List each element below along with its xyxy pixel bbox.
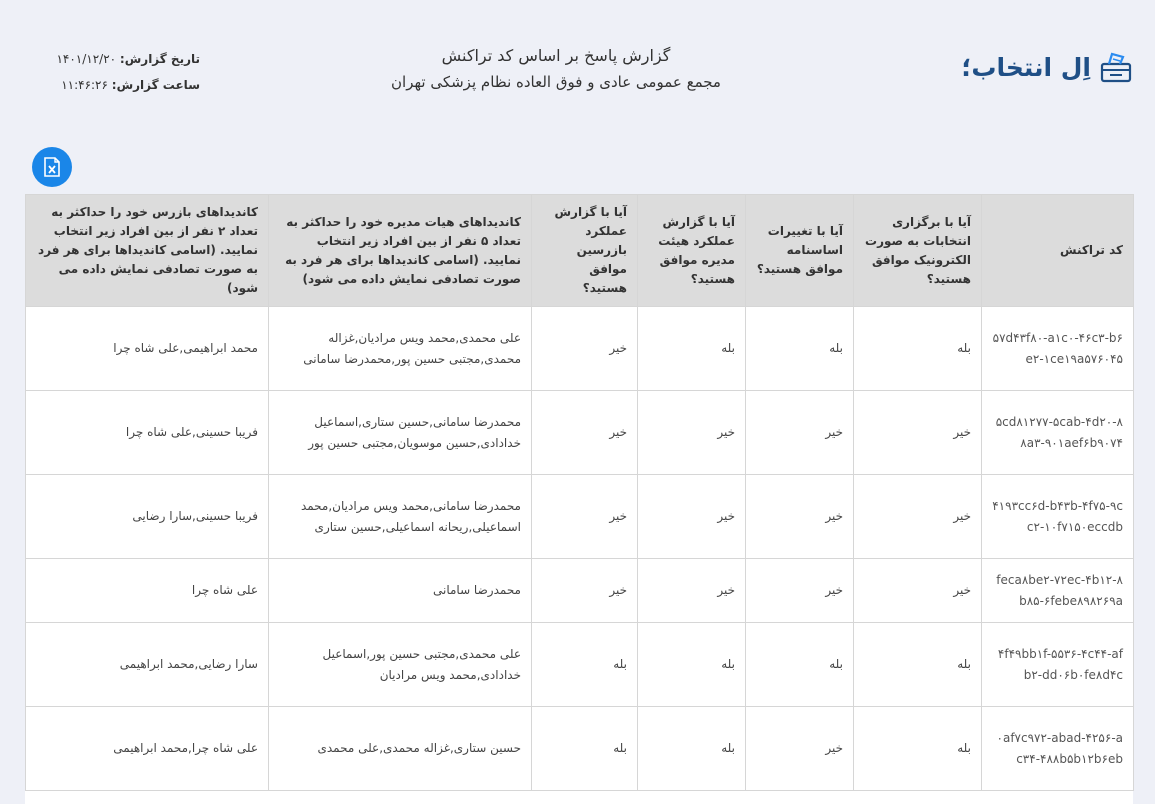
cell-q4: خیر (532, 559, 638, 623)
col-header-q2: آیا با تغییرات اساسنامه موافق هستید؟ (746, 195, 854, 307)
ballot-box-icon (1099, 50, 1133, 84)
cell-q3: خیر (638, 391, 746, 475)
report-table (25, 194, 1134, 791)
cell-q1: خیر (854, 559, 982, 623)
report-date-value: ۱۴۰۱/۱۲/۲۰ (56, 52, 117, 66)
cell-q1: بله (854, 707, 982, 791)
cell-q4: خیر (532, 307, 638, 391)
cell-q1: خیر (854, 475, 982, 559)
report-time (60, 76, 200, 102)
cell-transaction-code: ۵cd۸۱۲۷۷-۵cab-۴d۲۰-۸۸a۳-۹۰۱aef۶b۹۰۷۴ (982, 391, 1134, 475)
cell-q3: خیر (638, 559, 746, 623)
cell-board-candidates: محمدرضا سامانی,محمد ویس مرادیان,محمد اسماعیلی,ریحانه اسماعیلی,حسین ستاری (269, 475, 532, 559)
cell-transaction-code: ۵۷d۴۳f۸۰-a۱c۰-۴۶c۳-b۶e۲-۱ce۱۹a۵۷۶۰۴۵ (982, 307, 1134, 391)
cell-q2: خیر (746, 391, 854, 475)
report-date (56, 50, 200, 76)
report-date-label: تاریخ گزارش: (119, 52, 200, 66)
col-header-code: کد تراکنش (982, 195, 1134, 307)
report-time-value: ۱۱:۴۶:۲۶ (61, 78, 108, 92)
cell-board-candidates: محمدرضا سامانی (269, 559, 532, 623)
col-header-inspectors: کاندیداهای بازرس خود را حداکثر به تعداد ۲ نفر از بین افراد زیر انتخاب نمایید. (اسامی کاندیداها برای هر فرد به صورت تصادفی نمایش داده می شود) (26, 195, 269, 307)
table-header-row (26, 195, 1134, 307)
table-row (26, 707, 1134, 791)
cell-inspector-candidates: محمد ابراهیمی,علی شاه چرا (26, 307, 269, 391)
cell-inspector-candidates: سارا رضایی,محمد ابراهیمی (26, 623, 269, 707)
cell-q4: بله (532, 707, 638, 791)
table-row (26, 475, 1134, 559)
cell-transaction-code: feca۸be۲-۷۲ec-۴b۱۲-۸b۸۵-۶febe۸۹۸۲۶۹a (982, 559, 1134, 623)
cell-board-candidates: محمدرضا سامانی,حسین ستاری,اسماعیل خدادادی,حسین موسویان,مجتبی حسین پور (269, 391, 532, 475)
cell-board-candidates: علی محمدی,محمد ویس مرادیان,غزاله محمدی,مجتبی حسین پور,محمدرضا سامانی (269, 307, 532, 391)
cell-q4: بله (532, 623, 638, 707)
cell-q2: بله (746, 623, 854, 707)
col-header-board: کاندیداهای هیات مدیره خود را حداکثر به تعداد ۵ نفر از بین افراد زیر انتخاب نمایید. (اسامی کاندیداها برای هر فرد به صورت تصادفی نمایش داده می شود) (269, 195, 532, 307)
table-row (26, 391, 1134, 475)
cell-transaction-code: ۴۱۹۳cc۶d-b۴۳b-۴f۷۵-۹cc۲-۱۰f۷۱۵۰eccdb (982, 475, 1134, 559)
cell-inspector-candidates: فریبا حسینی,علی شاه چرا (26, 391, 269, 475)
report-table-container (25, 194, 1133, 804)
logo-text: اِل انتخاب؛ (961, 52, 1091, 82)
cell-inspector-candidates: علی شاه چرا (26, 559, 269, 623)
report-title-block (300, 46, 812, 91)
cell-board-candidates: حسین ستاری,غزاله محمدی,علی محمدی (269, 707, 532, 791)
cell-q4: خیر (532, 391, 638, 475)
cell-board-candidates: علی محمدی,مجتبی حسین پور,اسماعیل خدادادی,محمد ویس مرادیان (269, 623, 532, 707)
cell-q1: بله (854, 307, 982, 391)
report-meta (56, 50, 200, 102)
col-header-q1: آیا با برگزاری انتخابات به صورت الکترونیک موافق هستید؟ (854, 195, 982, 307)
col-header-q3: آیا با گزارش عملکرد هیئت مدیره موافق هستید؟ (638, 195, 746, 307)
table-row (26, 307, 1134, 391)
cell-q2: خیر (746, 475, 854, 559)
table-row (26, 623, 1134, 707)
table-row (26, 559, 1134, 623)
cell-transaction-code: ۰af۷c۹۷۲-abad-۴۲۵۶-ac۳۴-۴۸۸b۵b۱۲b۶eb (982, 707, 1134, 791)
cell-transaction-code: ۴f۴۹bb۱f-۵۵۳۶-۴c۴۴-afb۲-dd۰۶b۰fe۸d۴c (982, 623, 1134, 707)
cell-q3: بله (638, 707, 746, 791)
excel-export-button[interactable] (32, 147, 72, 187)
report-time-label: ساعت گزارش: (111, 78, 200, 92)
cell-q1: بله (854, 623, 982, 707)
cell-inspector-candidates: علی شاه چرا,محمد ابراهیمی (26, 707, 269, 791)
cell-q2: خیر (746, 707, 854, 791)
logo[interactable] (961, 50, 1133, 84)
cell-q2: بله (746, 307, 854, 391)
cell-q1: خیر (854, 391, 982, 475)
cell-q2: خیر (746, 559, 854, 623)
col-header-q4: آیا با گزارش عملکرد بازرسین موافق هستید؟ (532, 195, 638, 307)
cell-inspector-candidates: فریبا حسینی,سارا رضایی (26, 475, 269, 559)
page-header (0, 0, 1155, 140)
cell-q3: بله (638, 623, 746, 707)
page-subtitle: مجمع عمومی عادی و فوق العاده نظام پزشکی تهران (391, 73, 721, 91)
cell-q4: خیر (532, 475, 638, 559)
page-title: گزارش پاسخ بر اساس کد تراکنش (441, 46, 671, 65)
excel-icon (43, 157, 61, 177)
cell-q3: بله (638, 307, 746, 391)
cell-q3: خیر (638, 475, 746, 559)
